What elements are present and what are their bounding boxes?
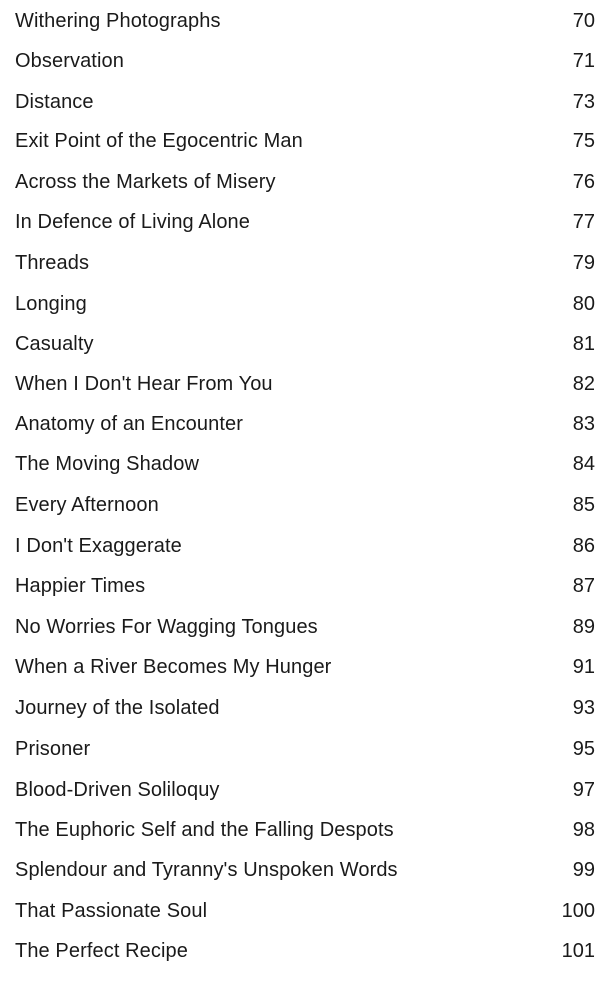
toc-entry-page-number: 75: [572, 130, 595, 152]
toc-entry-page-number: 73: [572, 91, 595, 113]
toc-entry-title: Splendour and Tyranny's Unspoken Words: [15, 859, 398, 881]
toc-entry-title: When a River Becomes My Hunger: [15, 656, 332, 678]
toc-entry: [15, 531, 595, 561]
toc-entry-title: Anatomy of an Encounter: [15, 413, 243, 435]
toc-entry: [15, 896, 595, 926]
toc-entry-page-number: 98: [572, 819, 595, 841]
toc-entry-page-number: 71: [572, 50, 595, 72]
toc-entry: [15, 46, 595, 76]
toc-entry-title: No Worries For Wagging Tongues: [15, 616, 318, 638]
toc-entry: [15, 329, 595, 359]
toc-entry: [15, 449, 595, 479]
toc-entry-title: I Don't Exaggerate: [15, 535, 182, 557]
toc-entry-title: Every Afternoon: [15, 494, 159, 516]
toc-entry-page-number: 80: [572, 293, 595, 315]
toc-entry: [15, 248, 595, 278]
toc-entry: [15, 571, 595, 601]
toc-entry-page-number: 95: [572, 738, 595, 760]
toc-entry-page-number: 100: [561, 900, 595, 922]
toc-entry-page-number: 85: [572, 494, 595, 516]
toc-entry: [15, 87, 595, 117]
toc-entry-title: The Moving Shadow: [15, 453, 200, 475]
toc-entry-page-number: 81: [572, 333, 595, 355]
toc-entry-title: Blood-Driven Soliloquy: [15, 779, 220, 801]
toc-entry-page-number: 70: [572, 10, 595, 32]
toc-entry: [15, 855, 595, 885]
toc-entry-page-number: 84: [572, 453, 595, 475]
toc-entry: [15, 6, 595, 36]
toc-entry-page-number: 82: [572, 373, 595, 395]
toc-entry-page-number: 93: [572, 697, 595, 719]
toc-entry-page-number: 89: [572, 616, 595, 638]
toc-entry: [15, 775, 595, 805]
toc-entry-title: Threads: [15, 252, 90, 274]
toc-entry-title: Exit Point of the Egocentric Man: [15, 130, 303, 152]
toc-entry: [15, 369, 595, 399]
toc-entry: [15, 409, 595, 439]
toc-entry-title: Distance: [15, 91, 94, 113]
toc-entry-title: Casualty: [15, 333, 94, 355]
toc-entry-title: Happier Times: [15, 575, 146, 597]
toc-entry-page-number: 79: [572, 252, 595, 274]
toc-entry: [15, 490, 595, 520]
toc-entry: [15, 167, 595, 197]
toc-entry-page-number: 101: [561, 940, 595, 962]
toc-entry-title: Observation: [15, 50, 124, 72]
toc-entry-page-number: 99: [572, 859, 595, 881]
toc-entry-title: The Euphoric Self and the Falling Despots: [15, 819, 394, 841]
toc-entry-page-number: 91: [572, 656, 595, 678]
toc-entry-title: Longing: [15, 293, 87, 315]
toc-entry-title: That Passionate Soul: [15, 900, 208, 922]
toc-entry-page-number: 77: [572, 211, 595, 233]
toc-entry-page-number: 97: [572, 779, 595, 801]
toc-entry-title: In Defence of Living Alone: [15, 211, 250, 233]
toc-entry-title: The Perfect Recipe: [15, 940, 188, 962]
toc-entry-title: Journey of the Isolated: [15, 697, 220, 719]
toc-entry: [15, 734, 595, 764]
toc-entry: [15, 207, 595, 237]
toc-entry: [15, 693, 595, 723]
toc-entry: [15, 815, 595, 845]
toc-entry-title: Withering Photographs: [15, 10, 221, 32]
toc-entry: [15, 612, 595, 642]
toc-entry-page-number: 83: [572, 413, 595, 435]
toc-entry-page-number: 76: [572, 171, 595, 193]
toc-entry: [15, 289, 595, 319]
toc-entry: [15, 652, 595, 682]
toc-entry-title: When I Don't Hear From You: [15, 373, 273, 395]
toc-entry-page-number: 87: [572, 575, 595, 597]
toc-entry: [15, 936, 595, 966]
toc-entry: [15, 126, 595, 156]
toc-entry-page-number: 86: [572, 535, 595, 557]
toc-entry-title: Prisoner: [15, 738, 91, 760]
toc-entry-title: Across the Markets of Misery: [15, 171, 276, 193]
